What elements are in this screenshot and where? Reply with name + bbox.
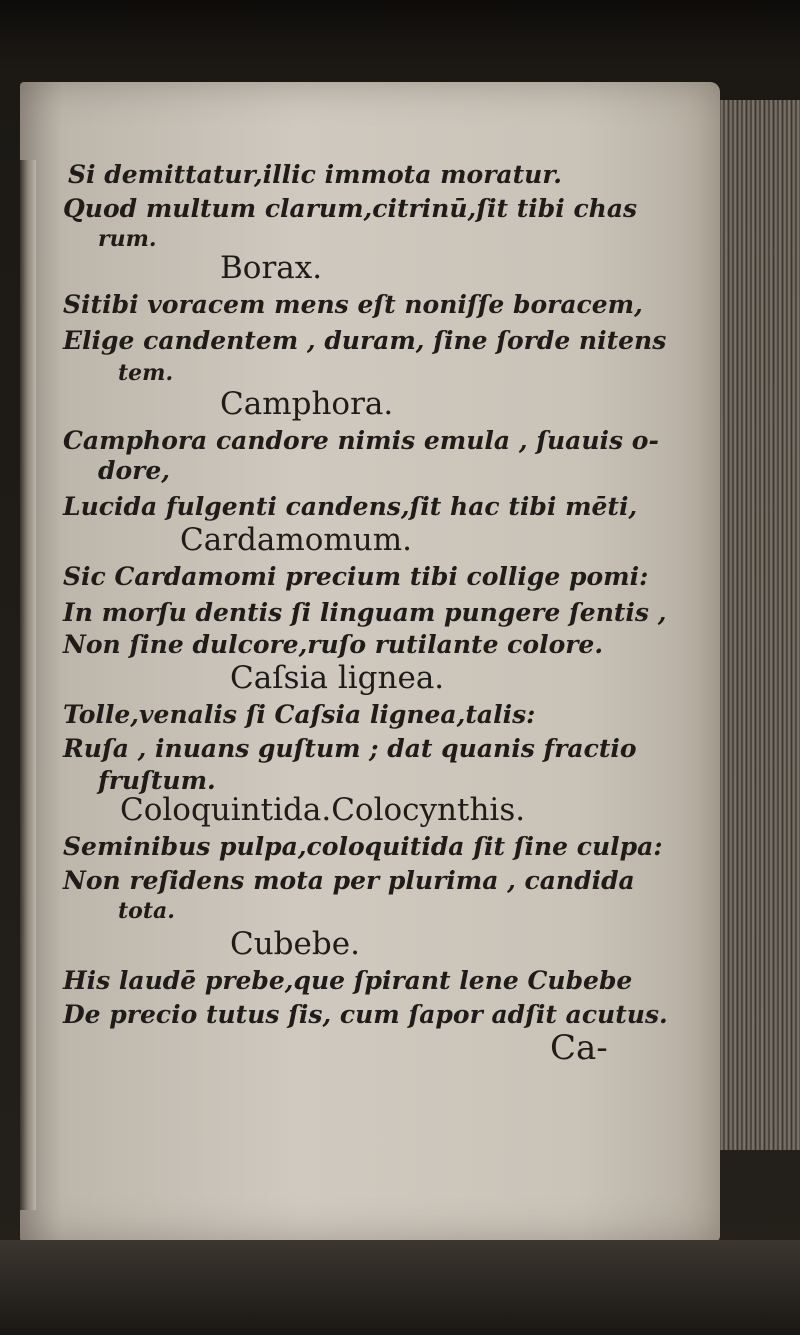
page-edges xyxy=(720,100,800,1150)
heading-cubebe: Cubebe. xyxy=(230,926,360,962)
text-line: Non ſine dulcore,ruſo rutilante colore. xyxy=(63,630,604,659)
text-line: tem. xyxy=(118,360,174,386)
text-line: Camphora candore nimis emula , ſuauis o- xyxy=(63,426,659,455)
text-line: Lucida fulgenti candens,ſit hac tibi mēti, xyxy=(63,492,638,521)
text-line: De precio tutus ſis, cum ſapor adſit acutus. xyxy=(63,1000,668,1029)
text-line: Tolle,venalis ſi Caſsia lignea,talis: xyxy=(63,700,536,729)
text-line: Quod multum clarum,citrinū,ſit tibi chas xyxy=(63,194,638,223)
heading-coloquintida: Coloquintida.Colocynthis. xyxy=(120,792,526,828)
heading-camphora: Camphora. xyxy=(220,386,394,422)
text-line: Non reſidens mota per plurima , candida xyxy=(63,866,635,895)
heading-cardamomum: Cardamomum. xyxy=(180,522,413,558)
text-line: Sitibi voracem mens eſt noniſſe boracem, xyxy=(63,290,643,319)
text-line: Seminibus pulpa,coloquitida ſit ſine culpa: xyxy=(63,832,663,861)
text-line: tota. xyxy=(118,898,175,924)
text-line: fruſtum. xyxy=(98,766,216,795)
text-line: Si demittatur,illic immota moratur. xyxy=(68,160,562,189)
text-line: dore, xyxy=(98,456,170,485)
text-line: His laudē prebe,que ſpirant lene Cubebe xyxy=(63,966,633,995)
text-line: Ruſa , inuans guſtum ; dat quanis fractio xyxy=(63,734,637,763)
text-line: Elige candentem , duram, ſine ſorde nitens xyxy=(63,326,667,355)
text-line: Sic Cardamomi precium tibi collige pomi: xyxy=(63,562,649,591)
page-gutter xyxy=(20,160,36,1210)
catchword: Ca- xyxy=(550,1028,608,1068)
heading-cassia-lignea: Caſsia lignea. xyxy=(230,660,445,696)
background-surface xyxy=(0,1240,800,1335)
text-line: In morſu dentis ſi linguam pungere ſentis , xyxy=(63,598,667,627)
heading-borax: Borax. xyxy=(220,250,323,286)
text-line: rum. xyxy=(98,226,157,252)
